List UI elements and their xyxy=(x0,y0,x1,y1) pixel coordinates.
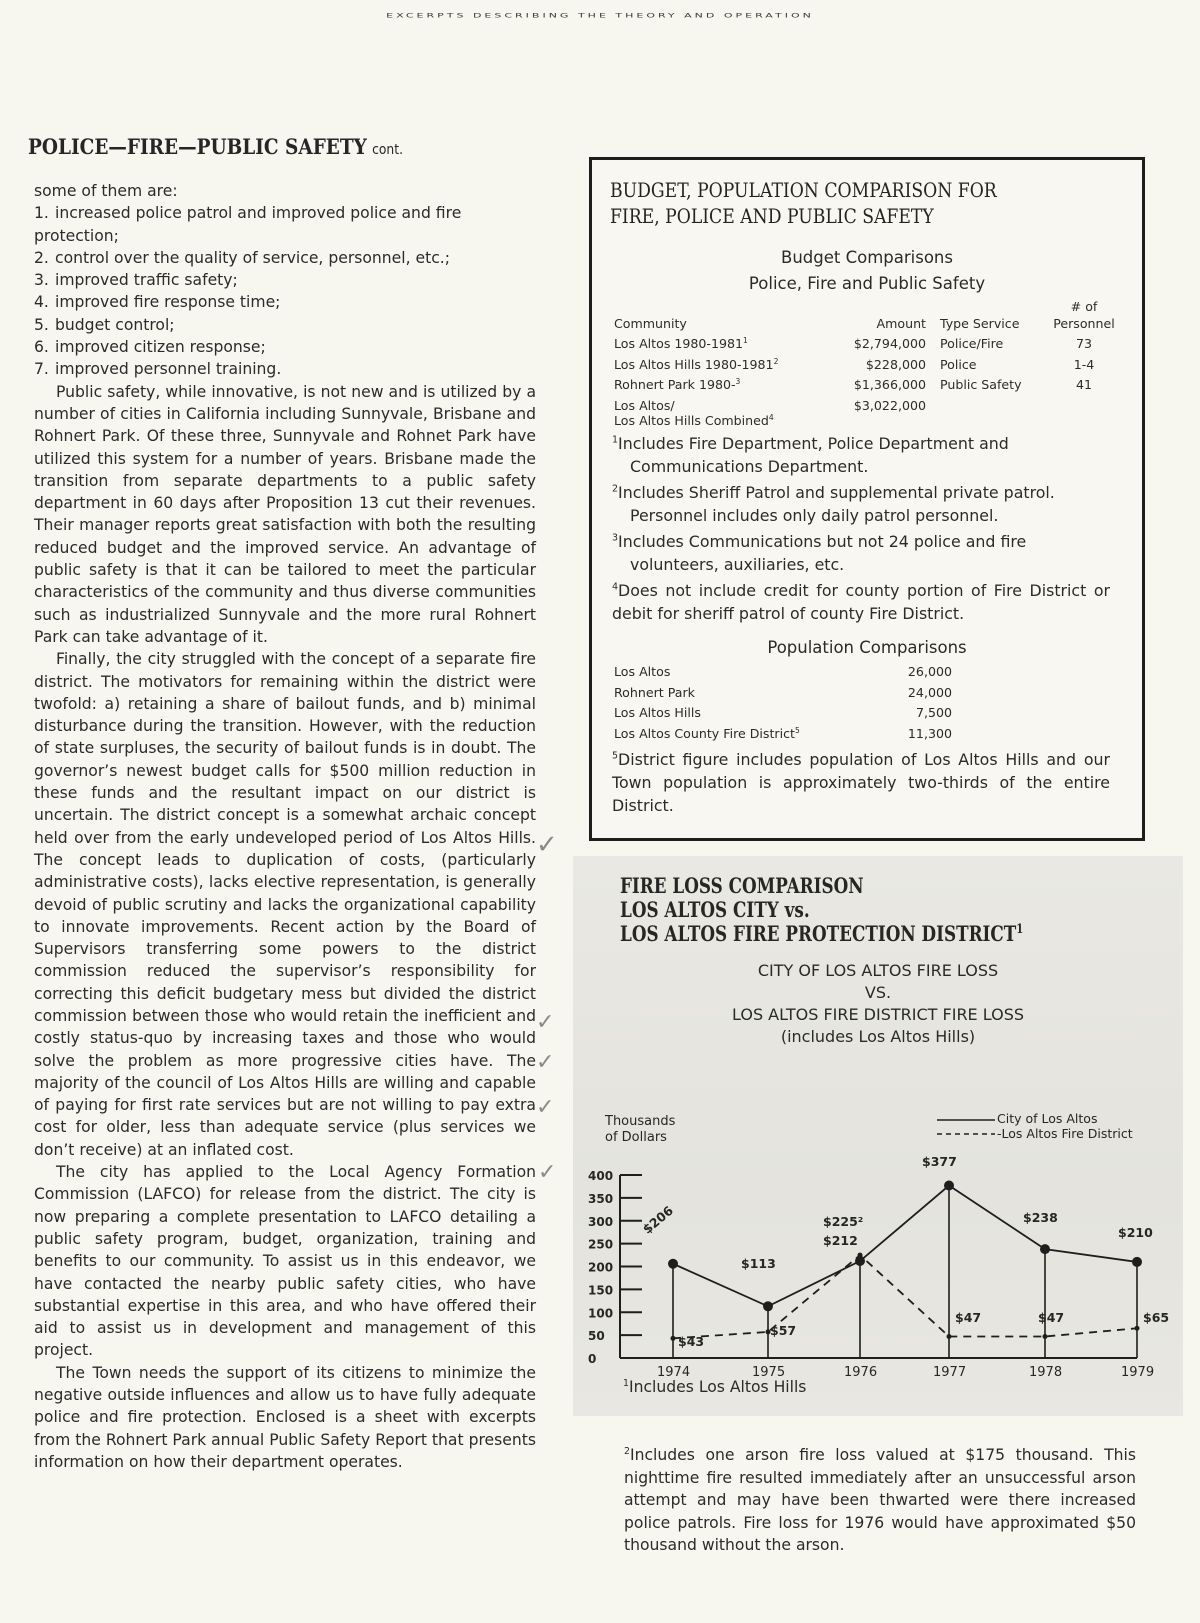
data-point xyxy=(947,1334,952,1339)
x-tick-label: 1978 xyxy=(1029,1365,1063,1380)
city-data-label: $377 xyxy=(922,1154,957,1169)
section-cont: cont. xyxy=(372,142,403,158)
y-tick-label: 50 xyxy=(588,1329,605,1344)
y-tick-label: 0 xyxy=(588,1352,597,1366)
table-row: Los Altos Hills 7,500 xyxy=(614,705,952,721)
intro-line: some of them are: xyxy=(34,182,178,200)
data-point xyxy=(1043,1334,1048,1339)
data-point xyxy=(1040,1244,1050,1254)
population-title: Population Comparisons xyxy=(767,638,967,657)
chart-footnote-2: $^2$Includes one arson fire loss valued at $175 thousand. This nighttime fire resulted immediately after an unsuccessful arson attempt and may have been thwarted were there increased police patrols. Fire loss for 1976 would have approximated $50 thousand without the arson. xyxy=(624,1445,1136,1554)
footnote: $^4$Does not include credit for county portion of Fire District or debit for sheriff patrol of county Fire District. xyxy=(612,581,1110,623)
budget-box-title: BUDGET, POPULATION COMPARISON FOR FIRE, POLICE AND PUBLIC SAFETY xyxy=(610,178,997,228)
legend-city-label: City of Los Altos xyxy=(997,1111,1098,1126)
paragraph-town-support: The Town needs the support of its citizens to minimize the negative outside influences and allow us to have fully adequate police and fire protection. Enclosed is a sheet with excerpts from the Rohnert Park annual Public Safety Report that presents information on how their department operates. xyxy=(34,1363,536,1471)
paragraph-fire-district: Finally, the city struggled with the concept of a separate fire district. The motivators for remaining within the district were twofold: a) retaining a share of bailout funds, and b) minimal disturbance during the transition. However, with the reduction of state surpluses, the security of bailout funds is in doubt. The governor’s newest budget calls for $500 million reduction in these funds and the resultant impact on our district is uncertain. The district concept is a somewhat archaic concept held over from the early undeveloped period of Los Altos Hills. The concept leads to duplication of costs, (particularly administrative costs), lacks elective representation, is generally devoid of public scrutiny and lacks the organizational capability to innovate improvements. Recent action by the Board of Supervisors transferring some powers to the district commission reduced the supervisor’s responsibility for correcting this deficit budgetary mess but divided the district commission between those who would retain the inefficient and costly status-quo by increasing taxes and those who would solve the problem as more progressive cities have. The majority of the council of Los Altos Hills are willing and capable of paying for first rate services but are not willing to pay extra cost for older, less than adequate service (plus services we don’t receive) at an inflated cost. xyxy=(34,650,536,1159)
table-row: Los Altos 1980-1981$^1$ $2,794,000 Police/Fire 73 xyxy=(614,335,1093,351)
data-point xyxy=(944,1181,954,1191)
data-point xyxy=(1132,1257,1142,1267)
footnote: $^2$Includes Sheriff Patrol and supplemental private patrol. Personnel includes only daily patrol personnel. xyxy=(612,483,1055,525)
legend-district-label: -Los Altos Fire District xyxy=(997,1126,1133,1141)
list-item: 1. increased police patrol and improved police and fire xyxy=(34,204,462,223)
fire-loss-title: FIRE LOSS COMPARISON LOS ALTOS CITY vs. LOS ALTOS FIRE PROTECTION DISTRICT$^1$ xyxy=(620,873,1024,946)
check-mark-icon: ✓ xyxy=(536,1050,555,1075)
district-data-label: $65 xyxy=(1143,1310,1170,1325)
district-data-label: $43 xyxy=(678,1334,705,1349)
y-tick-label: 250 xyxy=(588,1237,614,1252)
section-title-text: POLICE—FIRE—PUBLIC SAFETY xyxy=(28,134,367,159)
data-point xyxy=(1135,1326,1140,1331)
y-tick-label: 100 xyxy=(588,1306,614,1321)
data-point xyxy=(763,1301,773,1311)
y-tick-label: 400 xyxy=(588,1169,614,1183)
check-mark-icon: ✓ xyxy=(536,1010,555,1035)
list-item: 6. improved citizen response; xyxy=(34,338,266,357)
table-row: Rohnert Park 1980-$^3$ $1,366,000 Public Safety 41 xyxy=(614,376,1093,392)
y-tick-label: 300 xyxy=(588,1214,614,1229)
list-item: 5. budget control; xyxy=(34,315,175,334)
x-tick-label: 1974 xyxy=(657,1365,691,1380)
y-axis-label: Thousands xyxy=(605,1114,676,1129)
data-point xyxy=(668,1259,678,1269)
paragraph-public-safety: Public safety, while innovative, is not new and is utilized by a number of cities in California including Sunnyvale, Brisbane and Rohnert Park. Of these three, Sunnyvale and Rohnet Park have utilized this system for a number of years. Brisbane made the transition from separate departments to a public safety department in 60 days after Proposition 13 cut their revenues. Their manager reports great satisfaction with both the resulting reduced budget and the improved service. An advantage of public safety is that it can be tailored to meet the particular characteristics of the community and thus diverse communities such as industrialized Sunnyvale and the more rural Rohnert Park can take advantage of it. xyxy=(34,382,536,646)
list-item-continuation: protection; xyxy=(34,226,119,245)
table-row: Los Altos County Fire District$^5$ 11,300 xyxy=(614,725,952,742)
city-data-label: $238 xyxy=(1023,1210,1058,1225)
table-row: Los Altos Hills 1980-1981$^2$ $228,000 Police 1-4 xyxy=(614,356,1095,372)
table-row: Los Altos 26,000 xyxy=(614,664,952,679)
x-tick-label: 1975 xyxy=(752,1365,786,1380)
footnote: $^1$Includes Fire Department, Police Department and Communications Department. xyxy=(612,434,1009,476)
x-tick-label: 1976 xyxy=(844,1365,878,1380)
population-footnote: $^5$District figure includes population of Los Altos Hills and our Town population is approximately two-thirds of the entire District. xyxy=(612,750,1110,815)
x-tick-label: 1979 xyxy=(1121,1365,1155,1380)
check-mark-icon: ✓ xyxy=(536,1095,555,1120)
list-item: 3. improved traffic safety; xyxy=(34,271,238,290)
data-point xyxy=(671,1336,676,1341)
check-mark-icon: ✓ xyxy=(536,830,558,860)
list-item: 7. improved personnel training. xyxy=(34,360,282,379)
footnote: $^3$Includes Communications but not 24 police and fire volunteers, auxiliaries, etc. xyxy=(612,532,1027,574)
paragraph-lafco: The city has applied to the Local Agency Formation Commission (LAFCO) for release from the district. The city is now preparing a complete presentation to LAFCO detailing a public safety program, budget, organization, training and benefits to our community. To assist us in this endeavor, we have contacted the nearby public safety cities, who have substantial expertise in this area, and who have offered their aid to assist us in development and management of this project. xyxy=(34,1163,536,1360)
budget-subtitle: Budget Comparisons xyxy=(781,248,953,267)
budget-table-header: Community Amount Type Service # of Personnel xyxy=(614,299,1115,331)
running-head: EXCERPTS DESCRIBING THE THEORY AND OPERATION xyxy=(386,12,814,20)
budget-subtitle-2: Police, Fire and Public Safety xyxy=(748,274,986,293)
x-tick-label: 1977 xyxy=(933,1365,967,1380)
table-row: Rohnert Park 24,000 xyxy=(614,684,952,700)
y-axis-label: of Dollars xyxy=(605,1130,667,1145)
city-series-line xyxy=(673,1186,1137,1307)
list-item: 2. control over the quality of service, personnel, etc.; xyxy=(34,248,451,267)
chart-footnote-1: $^1$Includes Los Altos Hills xyxy=(623,1377,807,1396)
chart-subtitle: CITY OF LOS ALTOS FIRE LOSS VS. LOS ALTOS FIRE DISTRICT FIRE LOSS (includes Los Altos Hills) xyxy=(732,961,1024,1046)
city-data-label: $212 xyxy=(823,1233,858,1248)
check-mark-icon: ✓ xyxy=(538,1160,557,1185)
city-data-label: $113 xyxy=(741,1256,776,1271)
district-data-label: $47 xyxy=(1038,1310,1065,1325)
y-tick-label: 200 xyxy=(588,1260,614,1275)
district-data-label: $47 xyxy=(955,1310,982,1325)
district-data-label: $225² xyxy=(823,1214,864,1229)
y-tick-label: 150 xyxy=(588,1283,614,1298)
data-point xyxy=(858,1253,863,1258)
district-data-label: $57 xyxy=(770,1323,797,1338)
list-item: 4. improved fire response time; xyxy=(34,293,281,312)
city-data-label: $210 xyxy=(1118,1225,1153,1240)
y-tick-label: 350 xyxy=(588,1191,614,1206)
city-data-label: $206 xyxy=(639,1202,676,1237)
table-row: Los Altos/ Los Altos Hills Combined$^4$ $3,022,000 xyxy=(614,397,926,428)
